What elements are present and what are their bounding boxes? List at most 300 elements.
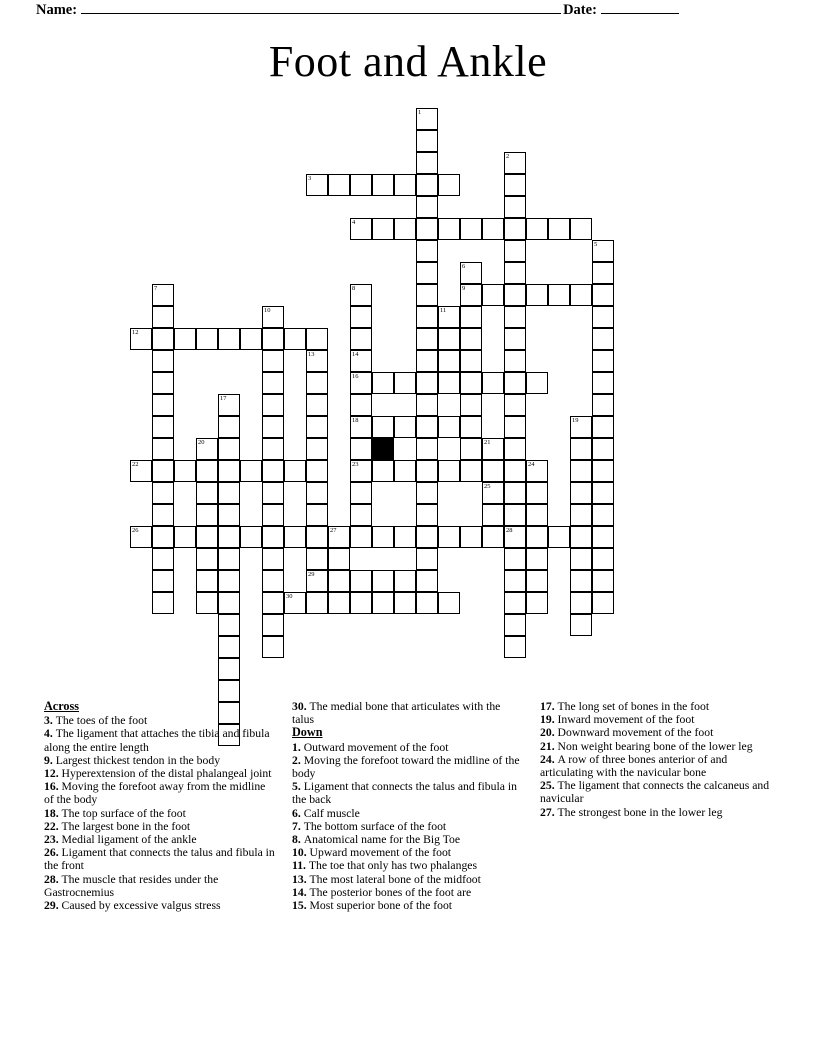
grid-cell[interactable] [306, 504, 328, 526]
grid-cell[interactable] [240, 328, 262, 350]
clue-down-3 [292, 780, 524, 806]
grid-cell[interactable] [438, 218, 460, 240]
grid-cell[interactable] [262, 592, 284, 614]
grid-cell[interactable] [438, 306, 460, 328]
grid-cell[interactable] [262, 372, 284, 394]
page-title: Foot and Ankle [268, 37, 548, 86]
grid-cell[interactable] [438, 350, 460, 372]
grid-cell[interactable] [482, 526, 504, 548]
grid-cell[interactable] [416, 108, 438, 130]
grid-cell[interactable] [262, 504, 284, 526]
grid-cell[interactable] [438, 526, 460, 548]
grid-cell[interactable] [284, 592, 306, 614]
grid-cell[interactable] [526, 570, 548, 592]
clue-text: The largest bone in the foot [61, 819, 191, 833]
grid-cell[interactable] [482, 284, 504, 306]
grid-cell[interactable] [592, 350, 614, 372]
grid-cell[interactable] [350, 372, 372, 394]
grid-cell[interactable] [350, 284, 372, 306]
student-header [36, 2, 780, 19]
clue-down-2 [292, 754, 524, 780]
grid-cell[interactable] [548, 218, 570, 240]
grid-cell[interactable] [592, 526, 614, 548]
grid-cell[interactable] [284, 460, 306, 482]
grid-cell[interactable] [218, 438, 240, 460]
clue-text: Moving the forefoot toward the midline of the body [292, 753, 520, 781]
grid-cell[interactable] [504, 240, 526, 262]
grid-cell[interactable] [218, 570, 240, 592]
grid-cell[interactable] [526, 548, 548, 570]
clue-down-12 [540, 700, 772, 713]
grid-cell[interactable] [416, 262, 438, 284]
grid-cell[interactable] [152, 526, 174, 548]
grid-cell[interactable] [460, 262, 482, 284]
grid-cell[interactable] [196, 328, 218, 350]
grid-cell[interactable] [416, 438, 438, 460]
grid-cell[interactable] [218, 504, 240, 526]
grid-cell[interactable] [372, 218, 394, 240]
grid-cell[interactable] [152, 592, 174, 614]
grid-cell-number: 16 [352, 373, 359, 380]
grid-cell[interactable] [504, 526, 526, 548]
grid-cell[interactable] [592, 548, 614, 570]
clue-down-8 [292, 859, 524, 872]
grid-cell[interactable] [350, 306, 372, 328]
grid-cell[interactable] [306, 416, 328, 438]
grid-cell[interactable] [218, 614, 240, 636]
grid-cell[interactable] [504, 438, 526, 460]
grid-cell[interactable] [262, 614, 284, 636]
grid-cell[interactable] [152, 372, 174, 394]
grid-cell[interactable] [416, 350, 438, 372]
grid-cell[interactable] [570, 548, 592, 570]
clue-text: Non weight bearing bone of the lower leg [557, 739, 753, 753]
grid-cell[interactable] [438, 328, 460, 350]
grid-cell[interactable] [592, 240, 614, 262]
grid-cell[interactable] [570, 460, 592, 482]
grid-cell[interactable] [328, 570, 350, 592]
grid-cell[interactable] [372, 174, 394, 196]
grid-cell[interactable] [526, 504, 548, 526]
grid-cell[interactable] [174, 328, 196, 350]
grid-cell[interactable] [460, 394, 482, 416]
grid-cell[interactable] [504, 306, 526, 328]
grid-cell[interactable] [196, 526, 218, 548]
clue-text: The toes of the foot [55, 714, 148, 728]
grid-cell[interactable] [570, 416, 592, 438]
grid-cell[interactable] [372, 526, 394, 548]
grid-cell[interactable] [306, 526, 328, 548]
grid-cell[interactable] [416, 482, 438, 504]
grid-cell[interactable] [328, 548, 350, 570]
grid-cell[interactable] [306, 548, 328, 570]
grid-cell[interactable] [548, 284, 570, 306]
grid-cell[interactable] [570, 614, 592, 636]
grid-cell[interactable] [240, 526, 262, 548]
grid-cell[interactable] [504, 636, 526, 658]
grid-cell[interactable] [482, 504, 504, 526]
clue-down-6 [292, 833, 524, 846]
grid-cell[interactable] [306, 328, 328, 350]
grid-cell[interactable] [504, 372, 526, 394]
grid-cell[interactable] [218, 658, 240, 680]
grid-cell[interactable] [262, 482, 284, 504]
grid-cell[interactable] [394, 218, 416, 240]
grid-cell[interactable] [504, 350, 526, 372]
grid-cell[interactable] [218, 416, 240, 438]
grid-cell[interactable] [592, 438, 614, 460]
grid-cell[interactable] [570, 284, 592, 306]
grid-cell[interactable] [504, 504, 526, 526]
grid-cell[interactable] [262, 394, 284, 416]
grid-cell[interactable] [482, 438, 504, 460]
grid-cell[interactable] [218, 460, 240, 482]
grid-cell[interactable] [504, 152, 526, 174]
clue-number: 12. [44, 767, 62, 781]
grid-cell[interactable] [504, 570, 526, 592]
grid-cell[interactable] [570, 438, 592, 460]
grid-cell[interactable] [570, 592, 592, 614]
grid-cell[interactable] [306, 460, 328, 482]
grid-cell[interactable] [394, 416, 416, 438]
grid-cell[interactable] [416, 548, 438, 570]
grid-cell[interactable] [372, 416, 394, 438]
clue-column-2 [292, 700, 524, 960]
grid-cell[interactable] [438, 372, 460, 394]
grid-cell[interactable] [504, 482, 526, 504]
grid-cell[interactable] [416, 372, 438, 394]
grid-cell[interactable] [196, 460, 218, 482]
grid-cell[interactable] [350, 394, 372, 416]
grid-cell[interactable] [570, 526, 592, 548]
grid-cell[interactable] [306, 482, 328, 504]
grid-cell[interactable] [526, 482, 548, 504]
grid-cell[interactable] [416, 526, 438, 548]
grid-cell[interactable] [196, 592, 218, 614]
grid-cell[interactable] [526, 372, 548, 394]
grid-cell[interactable] [504, 614, 526, 636]
grid-cell[interactable] [592, 570, 614, 592]
grid-cell[interactable] [218, 680, 240, 702]
grid-cell[interactable] [130, 526, 152, 548]
grid-cell[interactable] [240, 460, 262, 482]
grid-cell[interactable] [526, 526, 548, 548]
grid-cell[interactable] [592, 394, 614, 416]
grid-cell[interactable] [152, 438, 174, 460]
date-blank-line[interactable] [601, 3, 679, 14]
grid-cell[interactable] [504, 548, 526, 570]
grid-cell[interactable] [262, 526, 284, 548]
clue-across-6 [44, 807, 276, 820]
grid-cell[interactable] [526, 218, 548, 240]
grid-cell[interactable] [152, 460, 174, 482]
grid-cell[interactable] [196, 548, 218, 570]
grid-cell[interactable] [504, 460, 526, 482]
clue-number: 13. [292, 872, 310, 886]
grid-cell[interactable] [416, 328, 438, 350]
grid-cell-number: 20 [198, 439, 205, 446]
grid-cell[interactable] [460, 526, 482, 548]
grid-cell[interactable] [152, 482, 174, 504]
grid-cell[interactable] [372, 570, 394, 592]
grid-cell-number: 23 [352, 461, 359, 468]
grid-cell[interactable] [394, 174, 416, 196]
grid-cell[interactable] [416, 218, 438, 240]
grid-cell[interactable] [416, 152, 438, 174]
grid-cell[interactable] [592, 262, 614, 284]
grid-cell[interactable] [416, 130, 438, 152]
grid-cell[interactable] [350, 482, 372, 504]
grid-cell[interactable] [196, 482, 218, 504]
clue-across-12 [292, 700, 524, 726]
grid-cell[interactable] [592, 306, 614, 328]
grid-cell[interactable] [416, 284, 438, 306]
grid-cell[interactable] [482, 372, 504, 394]
grid-cell[interactable] [350, 218, 372, 240]
grid-cell[interactable] [416, 460, 438, 482]
grid-cell[interactable] [460, 350, 482, 372]
grid-cell[interactable] [504, 394, 526, 416]
clue-text: Outward movement of the foot [303, 740, 449, 754]
grid-cell[interactable] [460, 284, 482, 306]
grid-cell[interactable] [372, 372, 394, 394]
clue-text: Anatomical name for the Big Toe [303, 833, 461, 847]
clue-number: 5. [292, 780, 304, 794]
grid-cell[interactable] [592, 504, 614, 526]
clue-down-13 [540, 713, 772, 726]
grid-cell[interactable] [262, 416, 284, 438]
grid-cell[interactable] [460, 438, 482, 460]
grid-cell[interactable] [394, 570, 416, 592]
grid-cell-number: 8 [352, 285, 356, 292]
grid-cell[interactable] [438, 460, 460, 482]
grid-cell[interactable] [592, 372, 614, 394]
grid-cell[interactable] [394, 526, 416, 548]
grid-cell[interactable] [130, 328, 152, 350]
grid-cell[interactable] [174, 526, 196, 548]
grid-cell[interactable] [416, 174, 438, 196]
grid-cell-number: 14 [352, 351, 359, 358]
grid-cell[interactable] [152, 416, 174, 438]
grid-cell[interactable] [570, 482, 592, 504]
grid-cell[interactable] [372, 460, 394, 482]
clue-number: 3. [44, 714, 56, 728]
clue-number: 17. [540, 700, 558, 713]
clue-number: 23. [44, 833, 62, 847]
grid-cell[interactable] [152, 350, 174, 372]
clue-text: Medial ligament of the ankle [61, 833, 197, 847]
grid-cell-number: 22 [132, 461, 139, 468]
clue-text: Downward movement of the foot [557, 726, 714, 740]
grid-cell[interactable] [460, 460, 482, 482]
crossword-grid[interactable] [108, 108, 708, 698]
clue-down-16 [540, 753, 772, 779]
clue-number: 6. [292, 806, 304, 820]
grid-cell[interactable] [328, 592, 350, 614]
grid-cell[interactable] [570, 218, 592, 240]
grid-cell[interactable] [152, 306, 174, 328]
clue-text: Largest thickest tendon in the body [55, 753, 221, 767]
grid-cell[interactable] [306, 592, 328, 614]
clue-text: The most lateral bone of the midfoot [309, 872, 481, 886]
grid-cell[interactable] [350, 174, 372, 196]
grid-cell[interactable] [592, 416, 614, 438]
grid-cell[interactable] [328, 526, 350, 548]
name-blank-line[interactable] [81, 3, 561, 14]
clue-text: Calf muscle [303, 806, 360, 820]
grid-cell[interactable] [482, 460, 504, 482]
grid-cell[interactable] [350, 504, 372, 526]
grid-cell[interactable] [504, 196, 526, 218]
grid-cell-number: 9 [462, 285, 466, 292]
grid-cell[interactable] [196, 504, 218, 526]
grid-cell[interactable] [262, 460, 284, 482]
grid-cell[interactable] [152, 328, 174, 350]
grid-cell[interactable] [416, 240, 438, 262]
clue-text: The ligament that connects the calcaneus and navicular [540, 779, 770, 806]
grid-cell[interactable] [460, 372, 482, 394]
grid-cell[interactable] [592, 328, 614, 350]
grid-cell-number: 7 [154, 285, 158, 292]
grid-cell[interactable] [218, 548, 240, 570]
clue-number: 10. [292, 846, 310, 860]
grid-cell[interactable] [262, 548, 284, 570]
grid-cell-number: 1 [418, 109, 422, 116]
grid-cell[interactable] [482, 482, 504, 504]
grid-cell[interactable] [526, 284, 548, 306]
clue-number: 24. [540, 752, 558, 766]
clues-section [44, 700, 784, 960]
grid-cell[interactable] [460, 328, 482, 350]
grid-cell[interactable] [262, 350, 284, 372]
grid-cell[interactable] [152, 504, 174, 526]
grid-cell[interactable] [460, 306, 482, 328]
grid-cell[interactable] [372, 592, 394, 614]
grid-cell[interactable] [548, 526, 570, 548]
grid-cell[interactable] [130, 460, 152, 482]
grid-cell[interactable] [306, 394, 328, 416]
grid-cell[interactable] [218, 328, 240, 350]
grid-cell[interactable] [350, 526, 372, 548]
grid-cell[interactable] [262, 306, 284, 328]
grid-cell[interactable] [416, 592, 438, 614]
grid-cell[interactable] [306, 570, 328, 592]
grid-cell[interactable] [218, 526, 240, 548]
grid-cell[interactable] [416, 196, 438, 218]
grid-cell[interactable] [394, 592, 416, 614]
grid-cell[interactable] [504, 174, 526, 196]
grid-cell[interactable] [504, 284, 526, 306]
clue-number: 7. [292, 819, 304, 833]
grid-cell[interactable] [460, 218, 482, 240]
grid-cell[interactable] [350, 438, 372, 460]
grid-cell[interactable] [350, 416, 372, 438]
date-label: Date: [563, 2, 597, 18]
grid-cell[interactable] [152, 570, 174, 592]
grid-cell[interactable] [504, 592, 526, 614]
grid-cell-number: 27 [330, 527, 337, 534]
clue-text: The posterior bones of the foot are [309, 885, 472, 899]
grid-cell[interactable] [218, 482, 240, 504]
grid-cell[interactable] [592, 592, 614, 614]
grid-cell-number: 11 [440, 307, 447, 314]
grid-cell[interactable] [504, 328, 526, 350]
grid-cell[interactable] [218, 636, 240, 658]
clue-across-5 [44, 780, 276, 806]
grid-cell[interactable] [152, 394, 174, 416]
clue-number: 20. [540, 726, 558, 740]
grid-cell[interactable] [350, 592, 372, 614]
clue-across-11 [44, 899, 276, 912]
grid-cell[interactable] [350, 350, 372, 372]
grid-cell[interactable] [438, 174, 460, 196]
grid-cell[interactable] [570, 570, 592, 592]
grid-cell[interactable] [592, 460, 614, 482]
grid-cell[interactable] [306, 174, 328, 196]
grid-cell[interactable] [284, 526, 306, 548]
grid-cell[interactable] [350, 460, 372, 482]
grid-cell[interactable] [196, 570, 218, 592]
grid-cell-number: 3 [308, 175, 312, 182]
grid-cell[interactable] [526, 460, 548, 482]
grid-cell[interactable] [438, 592, 460, 614]
grid-cell[interactable] [460, 416, 482, 438]
grid-cell[interactable] [152, 284, 174, 306]
grid-cell[interactable] [570, 504, 592, 526]
grid-cell[interactable] [394, 372, 416, 394]
grid-cell[interactable] [416, 504, 438, 526]
clue-text: The toe that only has two phalanges [308, 859, 478, 873]
clue-text: Ligament that connects the talus and fibula in the front [44, 846, 275, 873]
grid-cell[interactable] [416, 570, 438, 592]
clue-text: Most superior bone of the foot [309, 899, 453, 913]
grid-cell[interactable] [394, 460, 416, 482]
grid-cell[interactable] [592, 482, 614, 504]
grid-cell[interactable] [262, 636, 284, 658]
grid-cell[interactable] [328, 174, 350, 196]
grid-cell[interactable] [306, 438, 328, 460]
grid-cell[interactable] [416, 394, 438, 416]
grid-cell[interactable] [526, 592, 548, 614]
grid-cell[interactable] [592, 284, 614, 306]
grid-cell[interactable] [416, 416, 438, 438]
grid-cell[interactable] [306, 350, 328, 372]
grid-cell[interactable] [504, 262, 526, 284]
grid-cell[interactable] [284, 328, 306, 350]
grid-cell[interactable] [152, 548, 174, 570]
grid-cell-number: 5 [594, 241, 598, 248]
grid-cell[interactable] [504, 218, 526, 240]
clues-across-heading: Across [44, 699, 79, 713]
grid-cell[interactable] [350, 570, 372, 592]
grid-cell[interactable] [174, 460, 196, 482]
grid-cell[interactable] [262, 438, 284, 460]
grid-cell[interactable] [504, 416, 526, 438]
grid-cell[interactable] [218, 394, 240, 416]
grid-cell[interactable] [306, 372, 328, 394]
grid-cell[interactable] [416, 306, 438, 328]
grid-cell[interactable] [262, 570, 284, 592]
clues-down-heading: Down [292, 725, 323, 740]
grid-cell[interactable] [438, 416, 460, 438]
grid-cell[interactable] [350, 328, 372, 350]
grid-cell[interactable] [196, 438, 218, 460]
grid-cell-number: 19 [572, 417, 579, 424]
clue-down-1 [292, 741, 524, 754]
grid-cell[interactable] [482, 218, 504, 240]
grid-cell[interactable] [262, 328, 284, 350]
grid-cell[interactable] [218, 592, 240, 614]
